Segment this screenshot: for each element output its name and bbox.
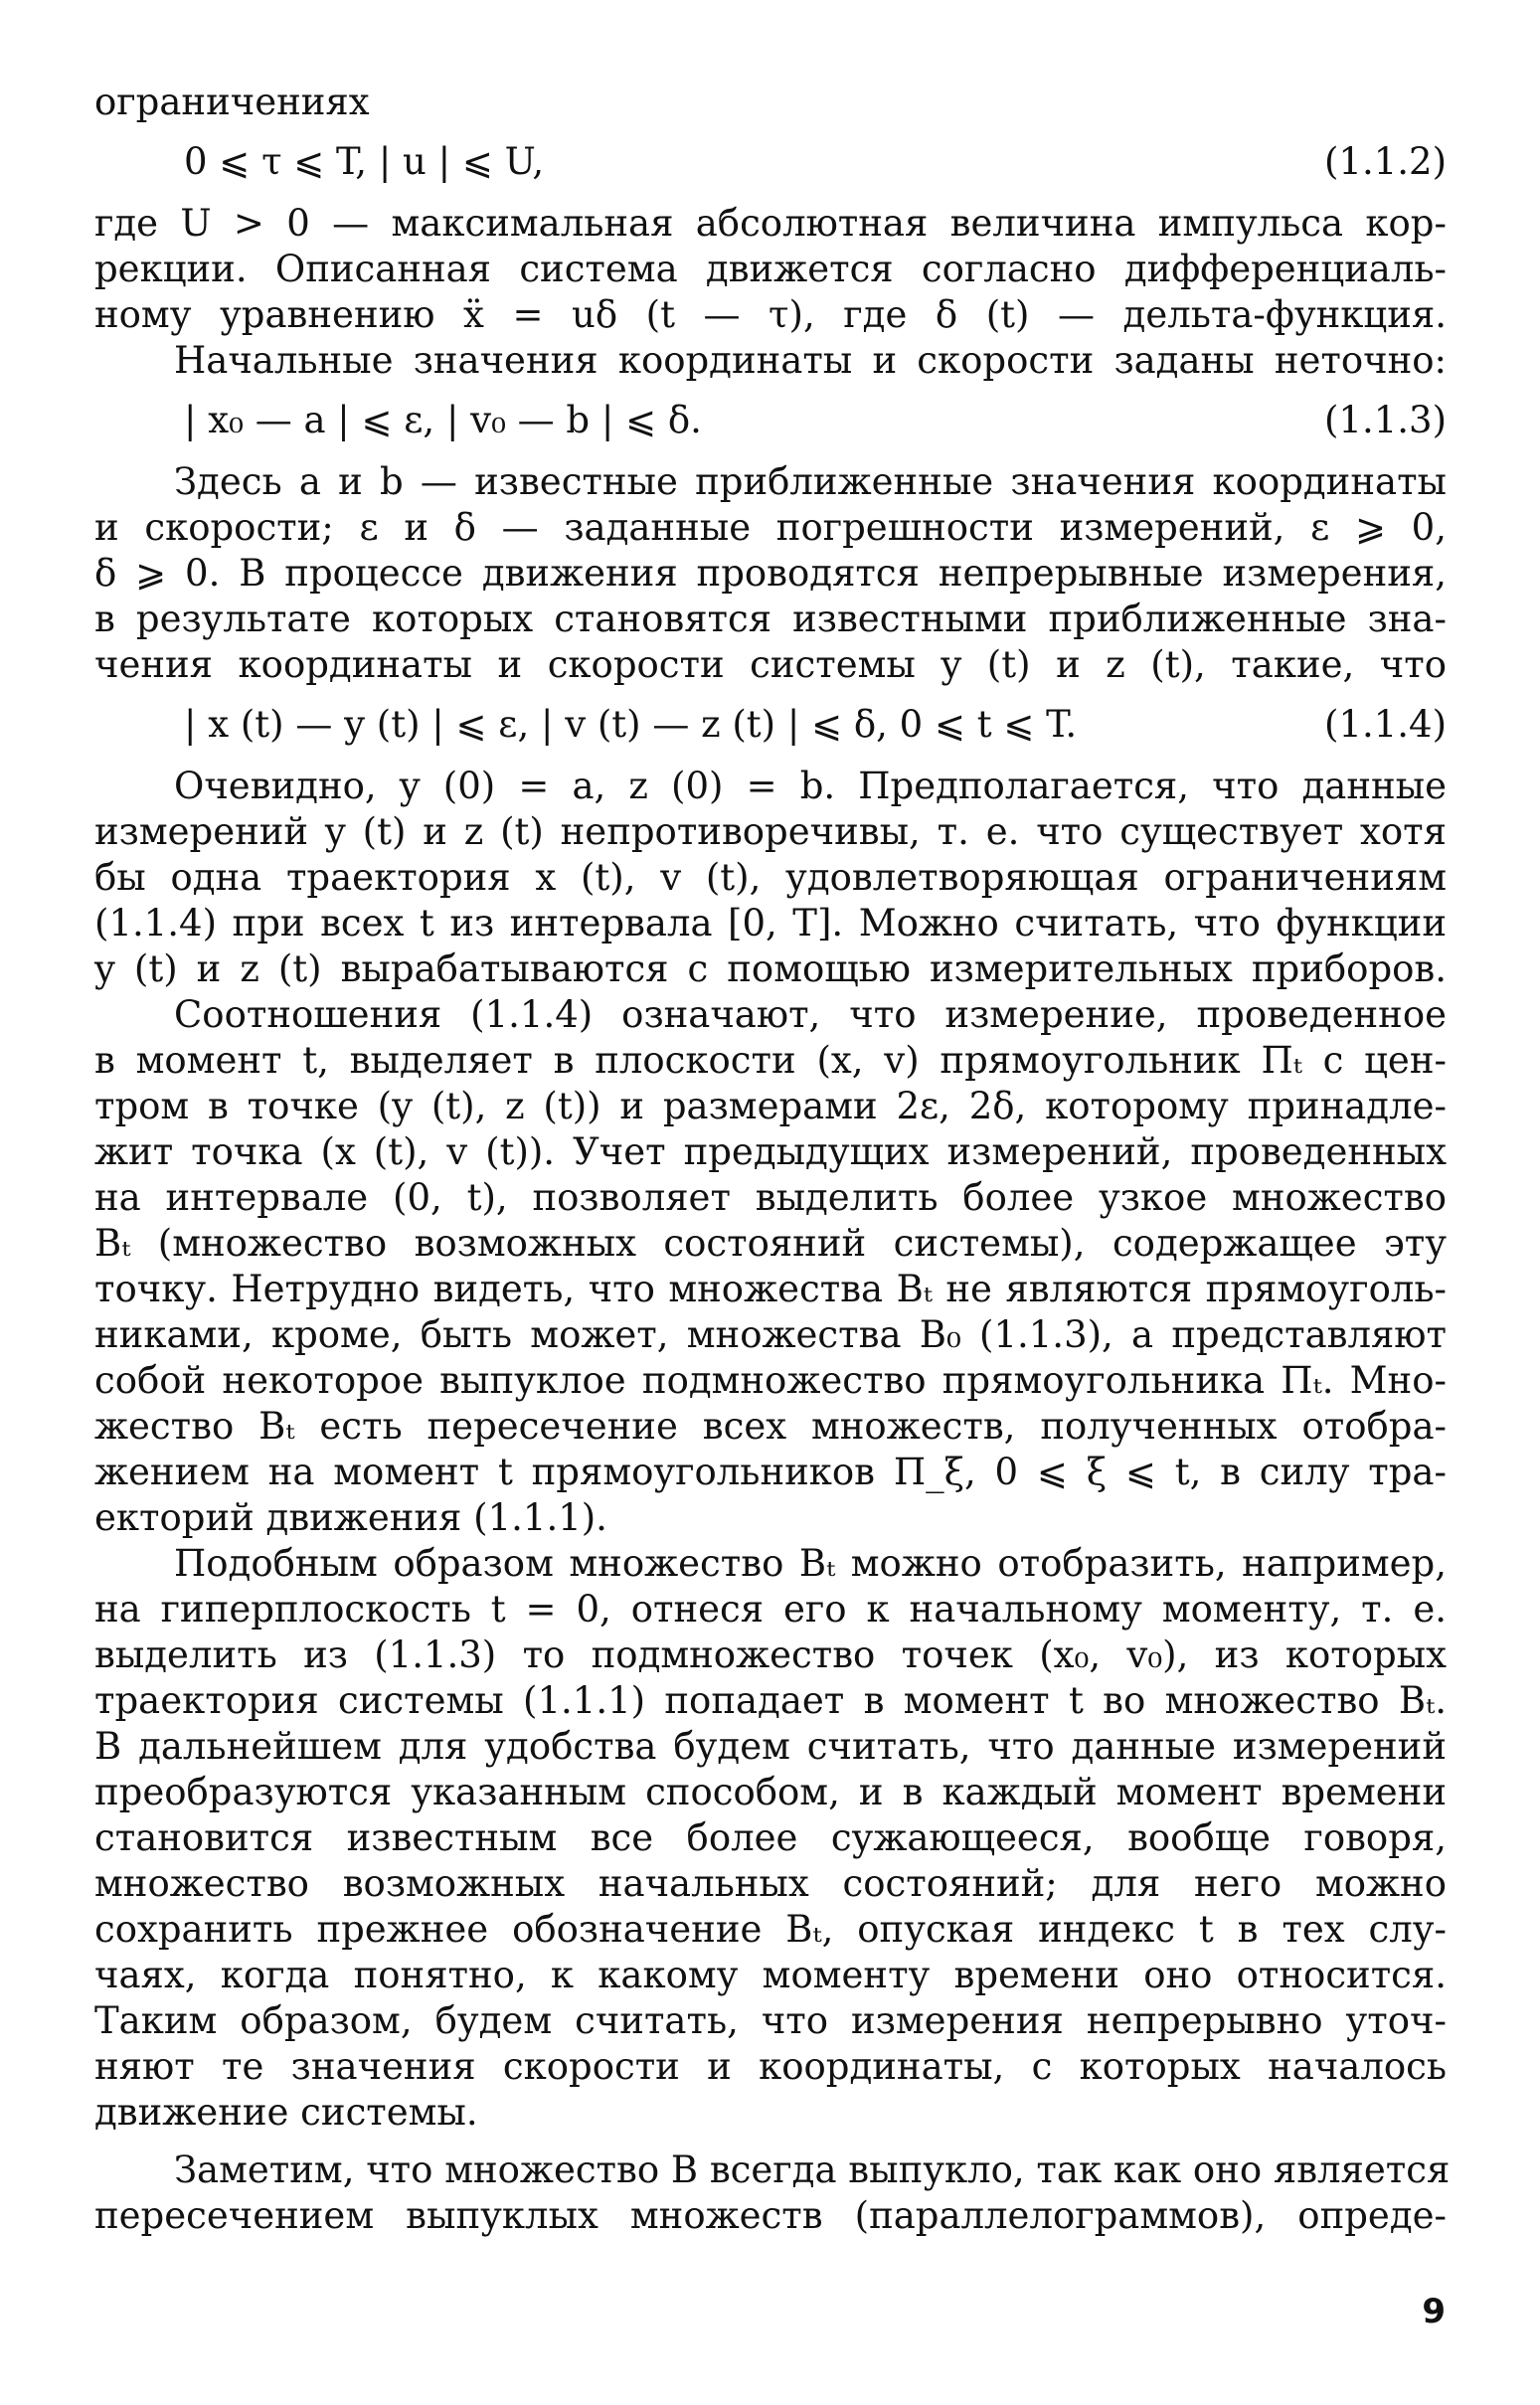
text-line: где U > 0 — максимальная абсолютная величина импульса кор- bbox=[94, 202, 1447, 245]
text-line: сохранить прежнее обозначение Bₜ, опуская индекс t в тех слу- bbox=[94, 1908, 1447, 1951]
text-line: в момент t, выделяет в плоскости (x, v) прямоугольник Πₜ с цен- bbox=[94, 1039, 1447, 1082]
text-line: Очевидно, y (0) = a, z (0) = b. Предполагается, что данные bbox=[174, 765, 1447, 807]
equation bbox=[94, 702, 1447, 754]
text-line: пересечением выпуклых множеств (параллелограммов), опреде- bbox=[94, 2194, 1447, 2237]
page-number: 9 bbox=[1422, 2292, 1446, 2331]
text-line: чения координаты и скорости системы y (t) и z (t), такие, что bbox=[94, 643, 1447, 686]
text-line: выделить из (1.1.3) то подмножество точек (x₀, v₀), из которых bbox=[94, 1633, 1447, 1676]
text-line: измерений y (t) и z (t) непротиворечивы, т. е. что существует хотя bbox=[94, 810, 1447, 853]
equation-number: (1.1.2) bbox=[1323, 140, 1447, 183]
text-line: на гиперплоскость t = 0, отнеся его к начальному моменту, т. е. bbox=[94, 1588, 1447, 1631]
equation-expression: | x (t) — y (t) | ⩽ ε, | v (t) — z (t) | ⩽ δ, 0 ⩽ t ⩽ T. bbox=[184, 703, 1078, 746]
text-line: и скорости; ε и δ — заданные погрешности измерений, ε ⩾ 0, bbox=[94, 506, 1447, 549]
equation-expression: 0 ⩽ τ ⩽ T, | u | ⩽ U, bbox=[184, 140, 545, 183]
text-line: Таким образом, будем считать, что измерения непрерывно уточ- bbox=[94, 1999, 1447, 2042]
text-line: чаях, когда понятно, к какому моменту времени оно относится. bbox=[94, 1954, 1447, 1996]
text-line: точку. Нетрудно видеть, что множества Bₜ не являются прямоуголь- bbox=[94, 1268, 1447, 1310]
text-line: на интервале (0, t), позволяет выделить более узкое множество bbox=[94, 1176, 1447, 1219]
text-line: В дальнейшем для удобства будем считать, что данные измерений bbox=[94, 1725, 1447, 1768]
text-line: (1.1.4) при всех t из интервала [0, T]. Можно считать, что функции bbox=[94, 902, 1447, 945]
text-line: собой некоторое выпуклое подмножество прямоугольника Πₜ. Мно- bbox=[94, 1359, 1447, 1402]
page-body bbox=[94, 80, 1451, 2239]
equation-expression: | x₀ — a | ⩽ ε, | v₀ — b | ⩽ δ. bbox=[184, 399, 702, 441]
text-line: множество возможных начальных состояний; для него можно bbox=[94, 1862, 1447, 1905]
text-line: движение системы. bbox=[94, 2091, 478, 2134]
text-line: няют те значения скорости и координаты, с которых началось bbox=[94, 2045, 1447, 2088]
text-line: рекции. Описанная система движется согласно дифференциаль- bbox=[94, 248, 1447, 290]
text-line: в результате которых становятся известными приближенные зна- bbox=[94, 598, 1447, 640]
text-line: жит точка (x (t), v (t)). Учет предыдущих измерений, проведенных bbox=[94, 1130, 1447, 1173]
text-line: екторий движения (1.1.1). bbox=[94, 1496, 607, 1539]
text-line: y (t) и z (t) вырабатываются с помощью измерительных приборов. bbox=[94, 947, 1447, 990]
text-line: Начальные значения координаты и скорости заданы неточно: bbox=[174, 339, 1447, 382]
text-line: δ ⩾ 0. В процессе движения проводятся непрерывные измерения, bbox=[94, 552, 1447, 595]
text-line: Bₜ (множество возможных состояний системы), содержащее эту bbox=[94, 1222, 1447, 1265]
text-line: жением на момент t прямоугольников Π_ξ, 0 ⩽ ξ ⩽ t, в силу тра- bbox=[94, 1451, 1447, 1493]
equation-number: (1.1.4) bbox=[1323, 703, 1447, 746]
text-line: траектория системы (1.1.1) попадает в момент t во множество Bₜ. bbox=[94, 1679, 1447, 1722]
text-line: жество Bₜ есть пересечение всех множеств, полученных отобра- bbox=[94, 1405, 1447, 1448]
text-line: Заметим, что множество B всегда выпукло, так как оно является bbox=[174, 2148, 1451, 2191]
text-line: ограничениях bbox=[94, 81, 370, 123]
text-line: Соотношения (1.1.4) означают, что измерение, проведенное bbox=[174, 993, 1447, 1036]
text-line: Подобным образом множество Bₜ можно отобразить, например, bbox=[174, 1542, 1447, 1585]
text-line: становится известным все более сужающееся, вообще говоря, bbox=[94, 1816, 1447, 1859]
text-line: преобразуются указанным способом, и в каждый момент времени bbox=[94, 1771, 1447, 1813]
text-line: Здесь a и b — известные приближенные значения координаты bbox=[174, 460, 1447, 503]
text-line: тром в точке (y (t), z (t)) и размерами 2ε, 2δ, которому принадле- bbox=[94, 1085, 1447, 1127]
text-line: никами, кроме, быть может, множества B₀ (1.1.3), а представляют bbox=[94, 1313, 1447, 1356]
equation-number: (1.1.3) bbox=[1323, 399, 1447, 441]
equation bbox=[94, 398, 1447, 449]
text-line: бы одна траектория x (t), v (t), удовлетворяющая ограничениям bbox=[94, 856, 1447, 899]
text-line: ному уравнению ẍ = uδ (t — τ), где δ (t) — дельта-функция. bbox=[94, 293, 1447, 336]
equation bbox=[94, 139, 1447, 191]
